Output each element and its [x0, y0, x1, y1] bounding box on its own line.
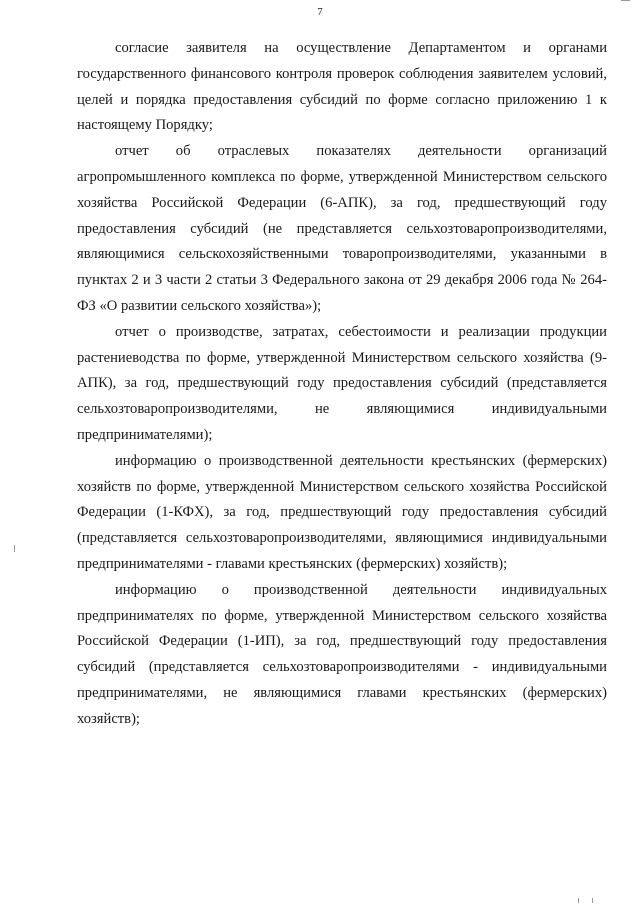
scan-mark: [621, 0, 630, 1]
scan-mark: [14, 545, 15, 552]
paragraph-info-1-kfh: информацию о производственной деятельности крестьянских (фермерских) хозяйств по форме, утвержденной Министерством сельского хозяйства Российской Федерации (1-КФХ), за год, предшествующий году предоставления субсидий (представляется сельхозтоваропроизводителями, являющимися индивидуальными предпринимателями - главами крестьянских (фермерских) хозяйств);: [77, 452, 607, 572]
document-body: [77, 36, 607, 733]
scan-mark: [578, 898, 579, 903]
paragraph-consent: согласие заявителя на осуществление Департаментом и органами государственного финансового контроля проверок соблюдения заявителем условий, целей и порядка предоставления субсидий по форме согласно приложению 1 к настоящему Порядку;: [77, 40, 607, 134]
paragraph-report-9-apk: отчет о производстве, затратах, себестоимости и реализации продукции растениеводства по форме, утвержденной Министерством сельского хозяйства (9-АПК), за год, предшествующий году предоставления субсидий (представляется сельхозтоваропроизводителями, не являющимися индивидуальными предпринимателями);: [77, 323, 607, 443]
paragraph-info-1-ip: информацию о производственной деятельности индивидуальных предпринимателях по форме, утвержденной Министерством сельского хозяйства Российской Федерации (1-ИП), за год, предшествующий году предоставления субсидий (представляется сельхозтоваропроизводителями - индивидуальными предпринимателями, не являющимися главами крестьянских (фермерских) хозяйств);: [77, 581, 607, 727]
page-number: 7: [317, 6, 323, 18]
paragraph-report-6-apk: отчет об отраслевых показателях деятельности организаций агропромышленного комплекса по форме, утвержденной Министерством сельского хозяйства Российской Федерации (6-АПК), за год, предшествующий году предоставления субсидий (не представляется сельхозтоваропроизводителями, являющимися сельскохозяйственными товаропроизводителями, указанными в пунктах 2 и 3 части 2 статьи 3 Федерального закона от 29 декабря 2006 года № 264-ФЗ «О развитии сельского хозяйства»);: [77, 143, 607, 314]
scan-mark: [592, 898, 593, 903]
